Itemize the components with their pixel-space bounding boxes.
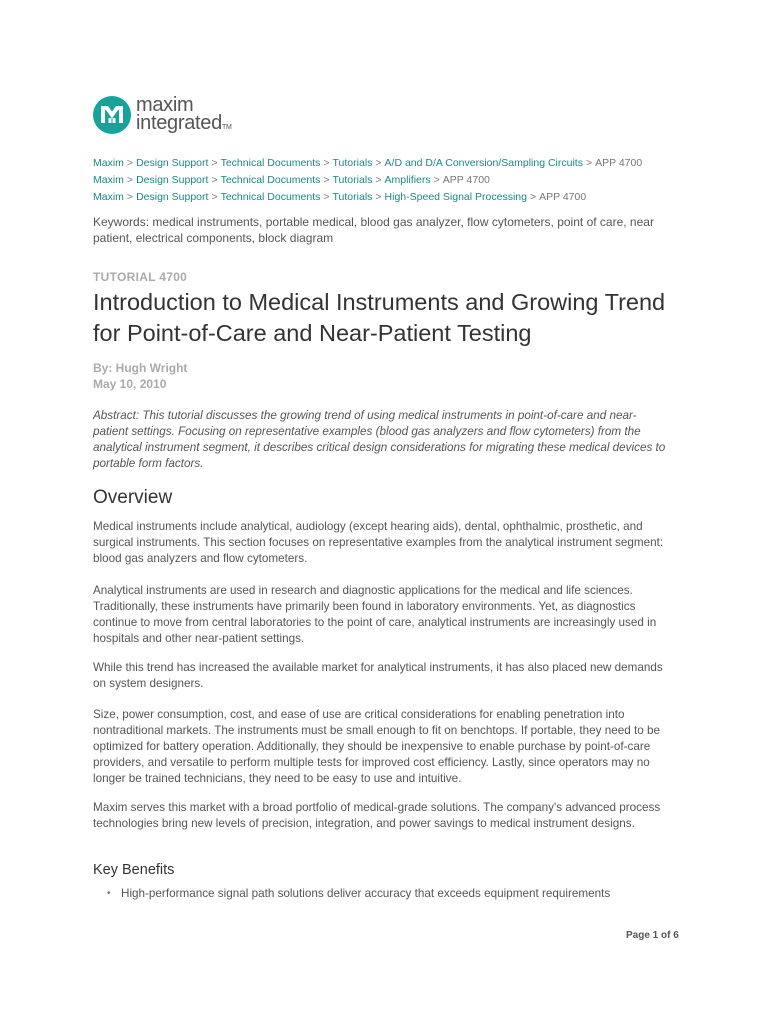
breadcrumb-separator: > (211, 191, 218, 203)
breadcrumb (93, 172, 642, 189)
breadcrumb-separator: > (211, 157, 218, 169)
breadcrumb-link[interactable]: High-Speed Signal Processing (384, 191, 527, 203)
breadcrumb-current: APP 4700 (595, 157, 643, 169)
maxim-logo-icon (93, 96, 131, 134)
breadcrumb-separator: > (211, 174, 218, 186)
breadcrumb-separator: > (126, 157, 134, 169)
breadcrumb-list (93, 155, 642, 206)
breadcrumb-separator: > (529, 191, 537, 203)
breadcrumb-link[interactable]: Design Support (136, 174, 209, 186)
breadcrumb-link[interactable]: Amplifiers (384, 174, 431, 186)
breadcrumb-link[interactable]: Tutorials (332, 157, 373, 169)
breadcrumb-link[interactable]: Design Support (136, 157, 209, 169)
breadcrumb-separator: > (585, 157, 593, 169)
page-title: Introduction to Medical Instruments and Growing Trend for Point-of-Care and Near-Patient Testing (93, 289, 666, 346)
breadcrumb-separator: > (375, 191, 382, 203)
list-item (93, 886, 673, 902)
breadcrumb-link[interactable]: Design Support (136, 191, 209, 203)
logo-line-2: integrated (136, 112, 222, 134)
benefits-list (93, 886, 673, 902)
breadcrumb-link[interactable]: A/D and D/A Conversion/Sampling Circuits (384, 157, 583, 169)
breadcrumb-current: APP 4700 (442, 174, 490, 186)
breadcrumb-separator: > (375, 157, 382, 169)
breadcrumb-link[interactable]: Technical Documents (220, 157, 321, 169)
key-benefits-heading: Key Benefits (93, 862, 175, 878)
breadcrumb-link[interactable]: Tutorials (332, 174, 373, 186)
abstract: Abstract: This tutorial discusses the growing trend of using medical instruments in point-of-care and near-patient settings. Focusing on representative examples (blood gas analyzers and flow cytometers) from the analytical instrument segment, it describes critical design considerations for migrating these medical devices to portable form factors. (93, 409, 666, 470)
breadcrumb (93, 155, 642, 172)
breadcrumb-separator: > (433, 174, 440, 186)
breadcrumb-link[interactable]: Tutorials (332, 191, 373, 203)
paragraph: Analytical instruments are used in research and diagnostic applications for the medical and life sciences. Traditionally, these instruments have primarily been found in laboratory environments. Yet, as diagnostics continue to move from central laboratories to the point of care, analytical instruments are increasingly used in hospitals and other near-patient settings. (93, 584, 657, 645)
overview-heading: Overview (93, 487, 173, 508)
publish-date: May 10, 2010 (93, 377, 167, 391)
breadcrumb-link[interactable]: Technical Documents (220, 191, 321, 203)
paragraph: Medical instruments include analytical, audiology (except hearing aids), dental, ophthalmic, prosthetic, and surgical instruments. This section focuses on representative examples from the analytical instrument segment: blood gas analyzers and flow cytometers. (93, 520, 664, 565)
breadcrumb-link[interactable]: Maxim (93, 157, 124, 169)
bullet-icon: • (107, 888, 111, 899)
paragraph: Maxim serves this market with a broad portfolio of medical-grade solutions. The company's advanced process technologies bring new levels of precision, integration, and power savings to medical instrument designs. (93, 801, 661, 830)
breadcrumb-separator: > (323, 191, 330, 203)
breadcrumb-link[interactable]: Technical Documents (220, 174, 321, 186)
benefit-text: High-performance signal path solutions deliver accuracy that exceeds equipment requirements (121, 887, 611, 900)
breadcrumb (93, 189, 642, 206)
breadcrumb-separator: > (375, 174, 382, 186)
logo-line-1: maxim (136, 94, 194, 116)
author: By: Hugh Wright (93, 361, 188, 375)
page-indicator: Page 1 of 6 (626, 930, 679, 941)
byline (93, 360, 187, 392)
breadcrumb-link[interactable]: Maxim (93, 174, 124, 186)
breadcrumb-link[interactable]: Maxim (93, 191, 124, 203)
paragraph: Size, power consumption, cost, and ease of use are critical considerations for enabling penetration into nontraditional markets. The instruments must be small enough to fit on benchtops. If portable, they need to be optimized for battery operation. Additionally, they should be inexpensive to enable purchase by point-of-care providers, and versatile to perform multiple tests for improved cost efficiency. Lastly, since operators may no longer be trained technicians, they need to be easy to use and intuitive. (93, 708, 660, 785)
breadcrumb-separator: > (126, 191, 134, 203)
breadcrumb-separator: > (323, 157, 330, 169)
tutorial-label: TUTORIAL 4700 (93, 270, 188, 284)
paragraph: While this trend has increased the available market for analytical instruments, it has also placed new demands on system designers. (93, 661, 663, 690)
logo-wordmark (136, 96, 231, 137)
breadcrumb-current: APP 4700 (539, 191, 587, 203)
keywords: Keywords: medical instruments, portable medical, blood gas analyzer, flow cytometers, point of care, near patient, electrical components, block diagram (93, 215, 654, 245)
breadcrumb-separator: > (323, 174, 330, 186)
logo-trademark: TM (221, 124, 232, 131)
breadcrumb-separator: > (126, 174, 134, 186)
